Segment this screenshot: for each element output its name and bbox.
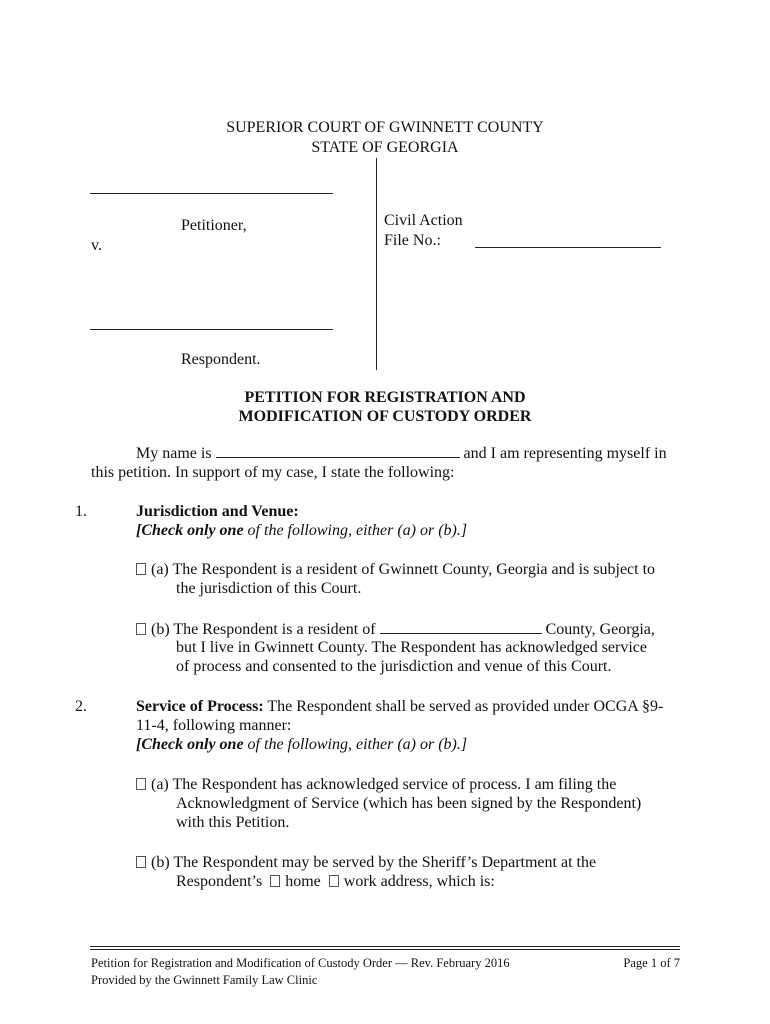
section2-heading-line: [136, 697, 663, 717]
section2-heading-rest: The Respondent shall be served as provided under OCGA §9-: [263, 698, 664, 715]
section1-option-b: [136, 619, 655, 640]
section1-option-a-text: (a) The Respondent is a resident of Gwinnett County, Georgia and is subject to: [151, 561, 656, 578]
intro-prefix: My name is: [136, 445, 212, 462]
respondents-label: Respondent’s: [176, 873, 263, 890]
checkbox-2a[interactable]: [136, 778, 146, 790]
section2-option-a-line3: with this Petition.: [176, 814, 290, 831]
section2-option-b-text: (b) The Respondent may be served by the Sheriff’s Department at the: [151, 854, 597, 871]
section1-option-a: [136, 560, 655, 580]
section1-instruction-rest: of the following, either (a) or (b).]: [243, 522, 468, 539]
section2-option-b: [136, 853, 596, 873]
section1-option-b-prefix: (b) The Respondent is a resident of: [151, 621, 376, 638]
section1-heading: Jurisdiction and Venue:: [136, 503, 299, 520]
section1-instruction-bold: [Check only one: [136, 522, 244, 539]
checkbox-2b[interactable]: [136, 856, 146, 868]
file-no-label: File No.:: [384, 232, 441, 249]
checkbox-1b[interactable]: [136, 623, 146, 635]
checkbox-work[interactable]: [329, 875, 339, 887]
document-title-line1: PETITION FOR REGISTRATION AND: [244, 389, 526, 406]
footer-rule-bottom: [90, 949, 680, 950]
intro-line1: [136, 443, 667, 464]
section2-option-b-line2: [176, 872, 495, 892]
caption-divider: [376, 158, 377, 370]
footer-provider: Provided by the Gwinnett Family Law Clinic: [91, 973, 318, 987]
section1-option-a-line2: the jurisdiction of this Court.: [176, 580, 362, 597]
section2-instruction-bold: [Check only one: [136, 736, 244, 753]
section2-option-a: [136, 775, 616, 795]
checkbox-1a[interactable]: [136, 563, 146, 575]
section2-instruction: [136, 735, 467, 755]
section1-option-b-line3: of process and consented to the jurisdiction and venue of this Court.: [176, 658, 612, 675]
section2-option-a-text: (a) The Respondent has acknowledged service of process. I am filing the: [151, 776, 617, 793]
intro-suffix: and I am representing myself in: [463, 445, 667, 462]
section2-number: 2.: [75, 698, 87, 715]
checkbox-home[interactable]: [270, 875, 280, 887]
versus-label: v.: [91, 237, 102, 254]
intro-line2: this petition. In support of my case, I state the following:: [91, 464, 455, 481]
petitioner-label: Petitioner,: [181, 217, 247, 234]
work-label: work address, which is:: [343, 873, 495, 890]
section2-line2: 11-4, following manner:: [136, 717, 292, 734]
court-name: SUPERIOR COURT OF GWINNETT COUNTY: [226, 119, 544, 136]
section1-option-b-line2: but I live in Gwinnett County. The Respondent has acknowledged service: [176, 639, 648, 656]
document-title-line2: MODIFICATION OF CUSTODY ORDER: [238, 408, 532, 425]
footer-form-title: Petition for Registration and Modification of Custody Order — Rev. February 2016: [91, 956, 510, 970]
respondent-label: Respondent.: [181, 351, 261, 368]
petitioner-name-line[interactable]: [90, 193, 333, 194]
section2-heading: Service of Process:: [136, 698, 264, 715]
county-field[interactable]: [380, 619, 542, 634]
footer-rule-top: [90, 946, 680, 947]
file-no-field[interactable]: [475, 247, 661, 248]
footer-page-number: Page 1 of 7: [623, 956, 680, 970]
name-field[interactable]: [216, 443, 460, 458]
section2-instruction-rest: of the following, either (a) or (b).]: [243, 736, 468, 753]
home-label: home: [285, 873, 321, 890]
section1-option-b-suffix: County, Georgia,: [545, 621, 655, 638]
section1-instruction: [136, 521, 467, 541]
respondent-name-line[interactable]: [90, 329, 333, 330]
section2-option-a-line2: Acknowledgment of Service (which has been signed by the Respondent): [176, 795, 642, 812]
civil-action-label: Civil Action: [384, 212, 463, 229]
state-name: STATE OF GEORGIA: [311, 139, 459, 156]
section1-number: 1.: [75, 503, 87, 520]
